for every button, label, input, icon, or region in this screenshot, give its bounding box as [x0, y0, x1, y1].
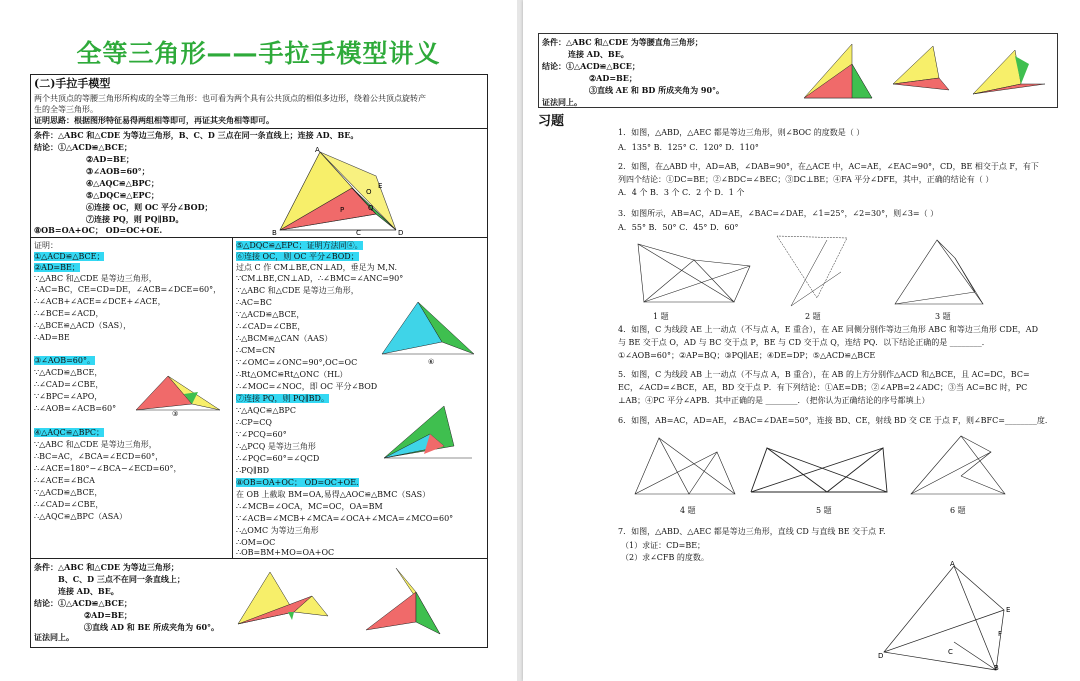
right-box-figure-2	[889, 40, 955, 96]
svg-text:E: E	[1006, 606, 1011, 614]
conclusion-item: ⑥连接 OC，则 OC 平分∠BOD；	[86, 202, 213, 212]
intro-line: 证明思路：根据图形特征易得两组相等即可，再证其夹角相等即可。	[34, 115, 274, 125]
proof-step-highlight: ②AD=BE；	[34, 263, 80, 272]
q7-figure	[878, 560, 1018, 672]
proof-line: ∴△PCQ 是等边三角形	[236, 442, 316, 451]
svg-text:B: B	[272, 229, 277, 236]
caption-q1: 1 题	[653, 312, 669, 321]
noncollinear-figure-1	[232, 566, 350, 632]
caption-q3: 3 题	[935, 312, 951, 321]
proof-line: ∴AC=BC，CE=CD=DE，∠ACB=∠DCE=60°，	[34, 285, 222, 294]
conclusion-item: ④△AQC≌△BPC；	[86, 178, 159, 188]
question-4: 4．如图，C 为线段 AE 上一动点（不与点 A，E 重合），在 AE 同侧分别作等边三角形 ABC 和等边三角形 CDE，AD	[618, 325, 1038, 334]
conclusion2-line: ③直线 AD 和 BE 所成夹角为 60°。	[84, 622, 220, 632]
proof-line: ∴∠ACE=180°−∠BCA−∠ECD=60°，	[34, 464, 182, 473]
proof-line: ∴∠PQC=60°=∠QCD	[236, 454, 320, 463]
intro-line: 生的全等三角形。	[34, 105, 98, 114]
proof-line: ∵△ABC 和△CDE 是等边三角形，	[34, 440, 157, 449]
proof-line: 过点 C 作 CM⊥BE,CN⊥AD，垂足为 M,N.	[236, 263, 397, 272]
svg-text:E: E	[378, 182, 383, 190]
question-7-part: （2）求∠CFB 的度数。	[621, 553, 709, 562]
q3-figure	[889, 234, 989, 312]
condition2-line: 条件：△ABC 和△CDE 为等边三角形；	[34, 562, 179, 572]
conclusion2-line: 证法同上。	[34, 632, 74, 642]
question-3-options: A．55° B．50° C．45° D．60°	[618, 223, 739, 232]
proof-line: ∴∠MCB=∠OCA，MC=OC，OA=BM	[236, 502, 383, 511]
question-7-part: （1）求证：CD=BE；	[621, 541, 706, 550]
divider	[30, 237, 487, 238]
proof-figure-6	[376, 298, 482, 364]
proof-line: ∵∠ACB=∠MCB+∠MCA=∠OCA+∠MCA=∠MCO=60°	[236, 514, 454, 523]
proof-line: ∵△ACD≌△BCE，	[34, 368, 103, 377]
condition-text: 条件：△ABC 和△CDE 为等边三角形，B、C、D 三点在同一条直线上；连接 AD、BE。	[34, 130, 359, 140]
box-line: ③直线 AE 和 BD 所成夹角为 90°。	[589, 85, 725, 95]
proof-line: ∵△ABC 和△CDE 是等边三角形，	[34, 274, 157, 283]
svg-text:P: P	[340, 206, 345, 214]
proof-line: ∴∠CAD=∠CBE，	[236, 322, 306, 331]
q1-figure	[634, 236, 754, 310]
q4-figure	[629, 432, 739, 502]
box-line: 连接 AD、BE。	[568, 49, 629, 59]
svg-text:B: B	[994, 664, 999, 672]
svg-text:C: C	[356, 229, 361, 236]
svg-text:D: D	[878, 652, 884, 660]
proof-figure-7	[378, 402, 478, 468]
proof-line: ∴AC=BC	[236, 298, 272, 307]
exercise-heading: 习题	[538, 114, 565, 129]
proof-line: ∴PQ∥BD	[236, 466, 270, 475]
page-title: 全等三角形——手拉手模型讲义	[76, 39, 441, 68]
condition2-line: B、C、D 三点不在同一条直线上；	[58, 574, 185, 584]
q6-figure	[905, 432, 1015, 500]
question-2: 2．如图，在△ABD 中，AD=AB，∠DAB=90°，在△ACE 中，AC=AE，∠EAC=90°，CD，BE 相交于点 F，有下	[618, 162, 1039, 171]
proof-line: ∴∠CAD=∠CBE，	[34, 380, 104, 389]
proof-line: ∴CM=CN	[236, 346, 276, 355]
proof-line: ∴Rt△OMC≌Rt△ONC（HL）	[236, 370, 348, 379]
proof-step-highlight: ⑥连接 OC，则 OC 平分∠BOD；	[236, 252, 359, 261]
box-line: 结论：①△ACD≌△BCE；	[542, 61, 640, 71]
proof-step-highlight: ⑦连接 PQ，则 PQ∥BD。	[236, 394, 329, 403]
proof-line: ∴OM=OC	[236, 538, 276, 547]
box-line: 证法同上。	[542, 97, 582, 107]
svg-text:C: C	[948, 648, 953, 656]
svg-text:⑥: ⑥	[428, 358, 435, 364]
noncollinear-figure-2	[360, 562, 452, 636]
caption-q4: 4 题	[680, 506, 696, 515]
proof-line: ∴∠BCE=∠ACD，	[34, 309, 104, 318]
proof-line: ∴∠ACE=∠BCA	[34, 476, 95, 485]
proof-line: ∵CM⊥BE,CN⊥AD，∴∠BMC=∠ANC=90°	[236, 274, 404, 283]
question-2-options: A．4 个 B．3 个 C．2 个 D．1 个	[618, 188, 745, 197]
question-6: 6．如图，AB=AC，AD=AE，∠BAC=∠DAE=50°，连接 BD、CE，射线 BD 交 CE 于点 F，则∠BFC=________度．	[618, 416, 1053, 425]
proof-line: ∵∠OMC=∠ONC=90°,OC=OC	[236, 358, 358, 367]
right-box-figure-1	[800, 40, 884, 104]
proof-line: ∴∠AOB=∠ACB=60°	[34, 404, 117, 413]
proof-line: ∴BC=AC，∠BCA=∠ECD=60°，	[34, 452, 164, 461]
proof-line: ∴△BCE≌△ACD（SAS），	[34, 321, 132, 330]
section-heading: (二)手拉手模型	[34, 77, 111, 90]
proof-line: ∴∠MOC=∠NOC，即 OC 平分∠BOD	[236, 382, 378, 391]
question-4: ①∠AOB=60°；②AP=BQ；③PQ∥AE；④DE=DP；⑤△ACD≌△BCE	[618, 351, 876, 360]
document-page-left	[0, 0, 517, 681]
proof-line: ∵△ACD≌△BCE，	[34, 488, 103, 497]
question-1-options: A．135° B．125° C．120° D．110°	[618, 143, 759, 152]
question-3: 3．如图所示，AB=AC，AD=AE，∠BAC=∠DAE，∠1=25°，∠2=30°，则∠3=（ ）	[618, 209, 939, 218]
caption-q6: 6 题	[950, 506, 966, 515]
svg-text:D: D	[398, 229, 404, 236]
question-5: ⊥AB；④PC 平分∠APB．其中正确的是 ________．（把你认为正确结论的序号都填上）	[618, 396, 930, 405]
divider	[30, 128, 487, 129]
question-4: 与 BE 交于点 O，AD 与 BC 交于点 P，BE 与 CD 交于点 Q，连结 PQ．以下结论正确的是 ________．	[618, 338, 990, 347]
svg-text:F: F	[998, 630, 1003, 638]
proof-line: ∵∠PCQ=60°	[236, 430, 287, 439]
proof-line: ∴∠ACB+∠ACE=∠DCE+∠ACE，	[34, 297, 166, 306]
svg-text:O: O	[366, 188, 372, 196]
proof-line: ∴OB=BM+MO=OA+OC	[236, 548, 335, 557]
proof-line: ∵△AQC≌△BPC	[236, 406, 296, 415]
column-divider	[232, 237, 233, 558]
conclusion-item: ③∠AOB=60°；	[86, 166, 150, 176]
proof-line: ∴△BCM≌△CAN（AAS）	[236, 334, 333, 343]
proof-line: ∴△AQC≌△BPC（ASA）	[34, 512, 127, 521]
proof-line: ∴AD=BE	[34, 333, 70, 342]
proof-line: ∴CP=CQ	[236, 418, 272, 427]
conclusion-item: ⑦连接 PQ，则 PQ∥BD。	[86, 214, 184, 224]
question-1: 1．如图，△ABD，△AEC 都是等边三角形，则∠BOC 的度数是（ ）	[618, 128, 865, 137]
question-5: EC，∠ACD=∠BCE，AE，BD 交于点 P．有下列结论：①AE=DB；②∠APB=2∠ADC；③当 AC=BC 时，PC	[618, 383, 1028, 392]
conclusion-item: ②AD=BE；	[86, 154, 134, 164]
right-box-figure-3	[969, 44, 1053, 100]
proof-step-highlight: ④△AQC≌△BPC；	[34, 428, 105, 437]
svg-text:A: A	[950, 560, 955, 568]
proof-figure-3	[128, 372, 228, 416]
proof-line: ∵∠BPC=∠APO，	[34, 392, 103, 401]
svg-text:③: ③	[172, 410, 179, 416]
caption-q2: 2 题	[805, 312, 821, 321]
proof-line: ∵△ACD≌△BCE，	[236, 310, 305, 319]
question-2: 列四个结论：①DC=BE；②∠BDC=∠BEC；③DC⊥BE；④FA 平分∠DFE，其中，正确的结论有（ ）	[618, 175, 994, 184]
svg-text:A: A	[315, 146, 320, 154]
conclusion2-line: ②AD=BE；	[84, 610, 132, 620]
condition2-line: 连接 AD、BE。	[58, 586, 119, 596]
conclusion-item: ⑧OB=OA+OC； OD=OC+OE.	[34, 225, 163, 235]
proof-line: 证明：	[34, 241, 58, 250]
proof-step-highlight: ①△ACD≌△BCE；	[34, 252, 105, 261]
question-5: 5．如图，C 为线段 AB 上一动点（不与点 A，B 重合），在 AB 的上方分别作△ACD 和△BCE，且 AC=DC，BC=	[618, 370, 1030, 379]
proof-line: 在 OB 上截取 BM=OA,易得△AOC≌△BMC（SAS）	[236, 490, 431, 499]
proof-step-highlight: ③∠AOB=60°。	[34, 356, 95, 365]
conclusion-item: ⑤△DQC≌△EPC；	[86, 190, 159, 200]
q5-figure	[747, 440, 891, 500]
svg-text:Q: Q	[368, 204, 374, 212]
conclusion-item: 结论：①△ACD≌△BCE；	[34, 142, 132, 152]
intro-line: 两个共顶点的等腰三角形所构成的全等三角形：也可看为两个具有公共顶点的相似多边形，绕着公共顶点旋转产	[34, 94, 426, 103]
conclusion2-line: 结论：①△ACD≌△BCE；	[34, 598, 132, 608]
proof-line: ∴∠CAD=∠CBE，	[34, 500, 104, 509]
box-line: 条件：△ABC 和△CDE 为等腰直角三角形；	[542, 37, 703, 47]
question-7: 7．如图，△ABD、△AEC 都是等边三角形，直线 CD 与直线 BE 交于点 F.	[618, 527, 886, 536]
q2-figure	[771, 232, 861, 312]
caption-q5: 5 题	[816, 506, 832, 515]
proof-line: ∵△ABC 和△CDE 是等边三角形，	[236, 286, 359, 295]
box-line: ②AD=BE；	[589, 73, 637, 83]
document-page-right	[523, 0, 1080, 681]
proof-step-highlight: ⑤△DQC≌△EPC；证明方法同④。	[236, 241, 363, 250]
proof-line: ∴△OMC 为等边三角形	[236, 526, 319, 535]
proof-step-highlight: ⑧OB=OA+OC； OD=OC+OE.	[236, 478, 359, 487]
main-figure	[268, 146, 418, 236]
